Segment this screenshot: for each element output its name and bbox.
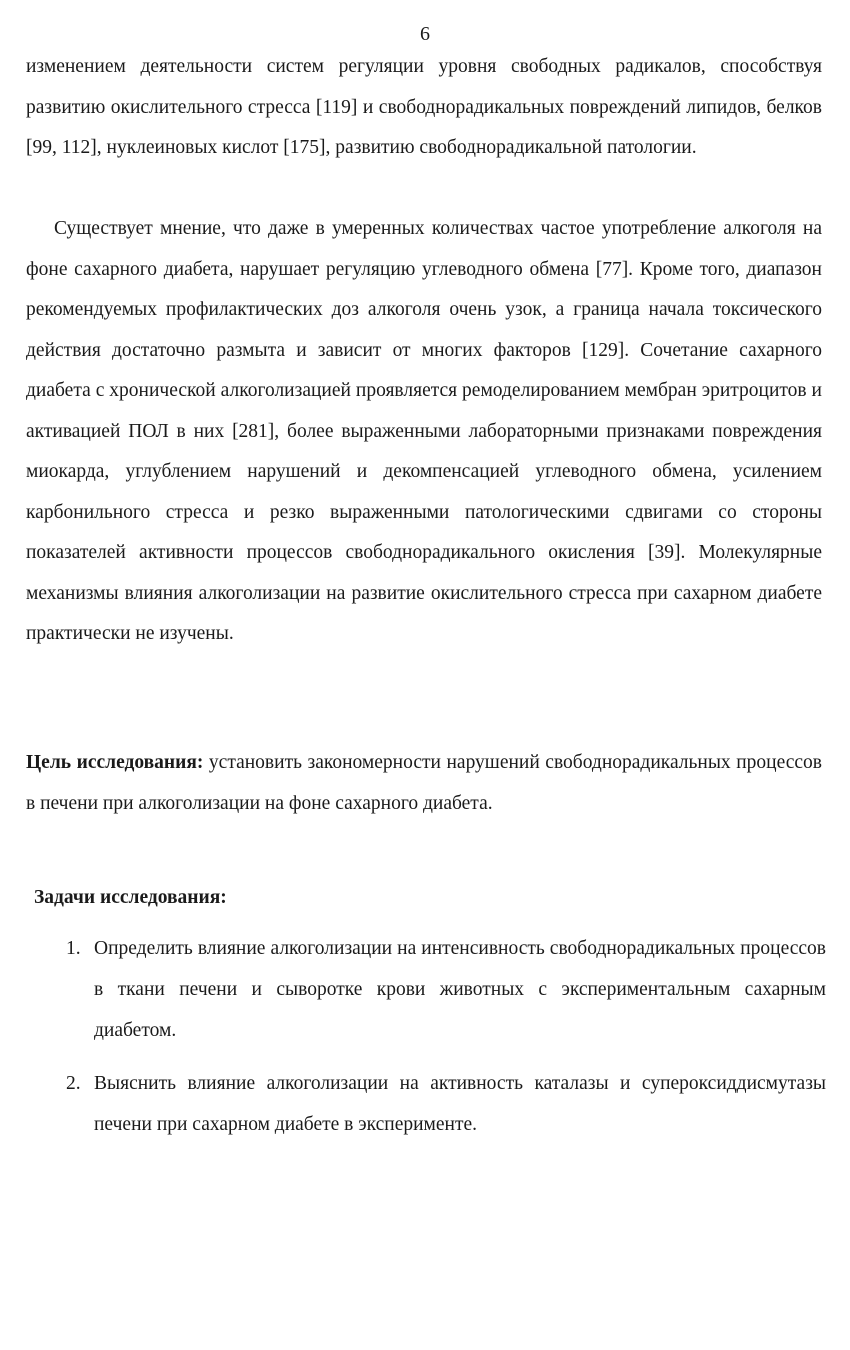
- task-item: [66, 928, 826, 1051]
- research-goal-label: Цель исследования:: [26, 752, 204, 773]
- task-text: Определить влияние алкоголизации на интенсивность свободнорадикальных процессов в ткани печени и сыворотке крови животных с экспериментальным сахарным диабетом.: [94, 938, 826, 1041]
- research-goal: [26, 743, 822, 824]
- paragraph-continuation: изменением деятельности систем регуляции уровня свободных радикалов, способствуя развитию окислительного стресса [119] и свободнорадикальных повреждений липидов, белков [99, 112], нуклеиновых кислот [175], развитию свободнорадикальной патологии.: [26, 56, 822, 158]
- paragraph-alcohol-diabetes: Существует мнение, что даже в умеренных количествах частое употребление алкоголя на фоне сахарного диабета, нарушает регуляцию углеводного обмена [77]. Кроме того, диапазон рекомендуемых профилактических доз алкоголя очень узок, а граница начала токсического действия достаточно размыта и зависит от многих факторов [129]. Сочетание сахарного диабета с хронической алкоголизацией проявляется ремоделированием мембран эритроцитов и активацией ПОЛ в них [281], более выраженными лабораторными признаками повреждения миокарда, углублением нарушений и декомпенсацией углеводного обмена, усилением карбонильного стресса и резко выраженными патологическими сдвигами со стороны показателей активности процессов свободнорадикального окисления [39]. Молекулярные механизмы влияния алкоголизации на развитие окислительного стресса при сахарном диабете практически не изучены.: [26, 218, 822, 644]
- task-text: Выяснить влияние алкоголизации на активность каталазы и супероксиддисмутазы печени при сахарном диабете в эксперименте.: [94, 1073, 826, 1135]
- research-goal-text: установить закономерности нарушений свободнорадикальных процессов в печени при алкоголизации на фоне сахарного диабета.: [26, 752, 822, 814]
- task-number: 2.: [66, 1073, 81, 1094]
- tasks-heading: Задачи исследования:: [34, 887, 227, 908]
- task-item: [66, 1063, 826, 1145]
- page-number: 6: [420, 23, 430, 45]
- task-number: 1.: [66, 938, 81, 959]
